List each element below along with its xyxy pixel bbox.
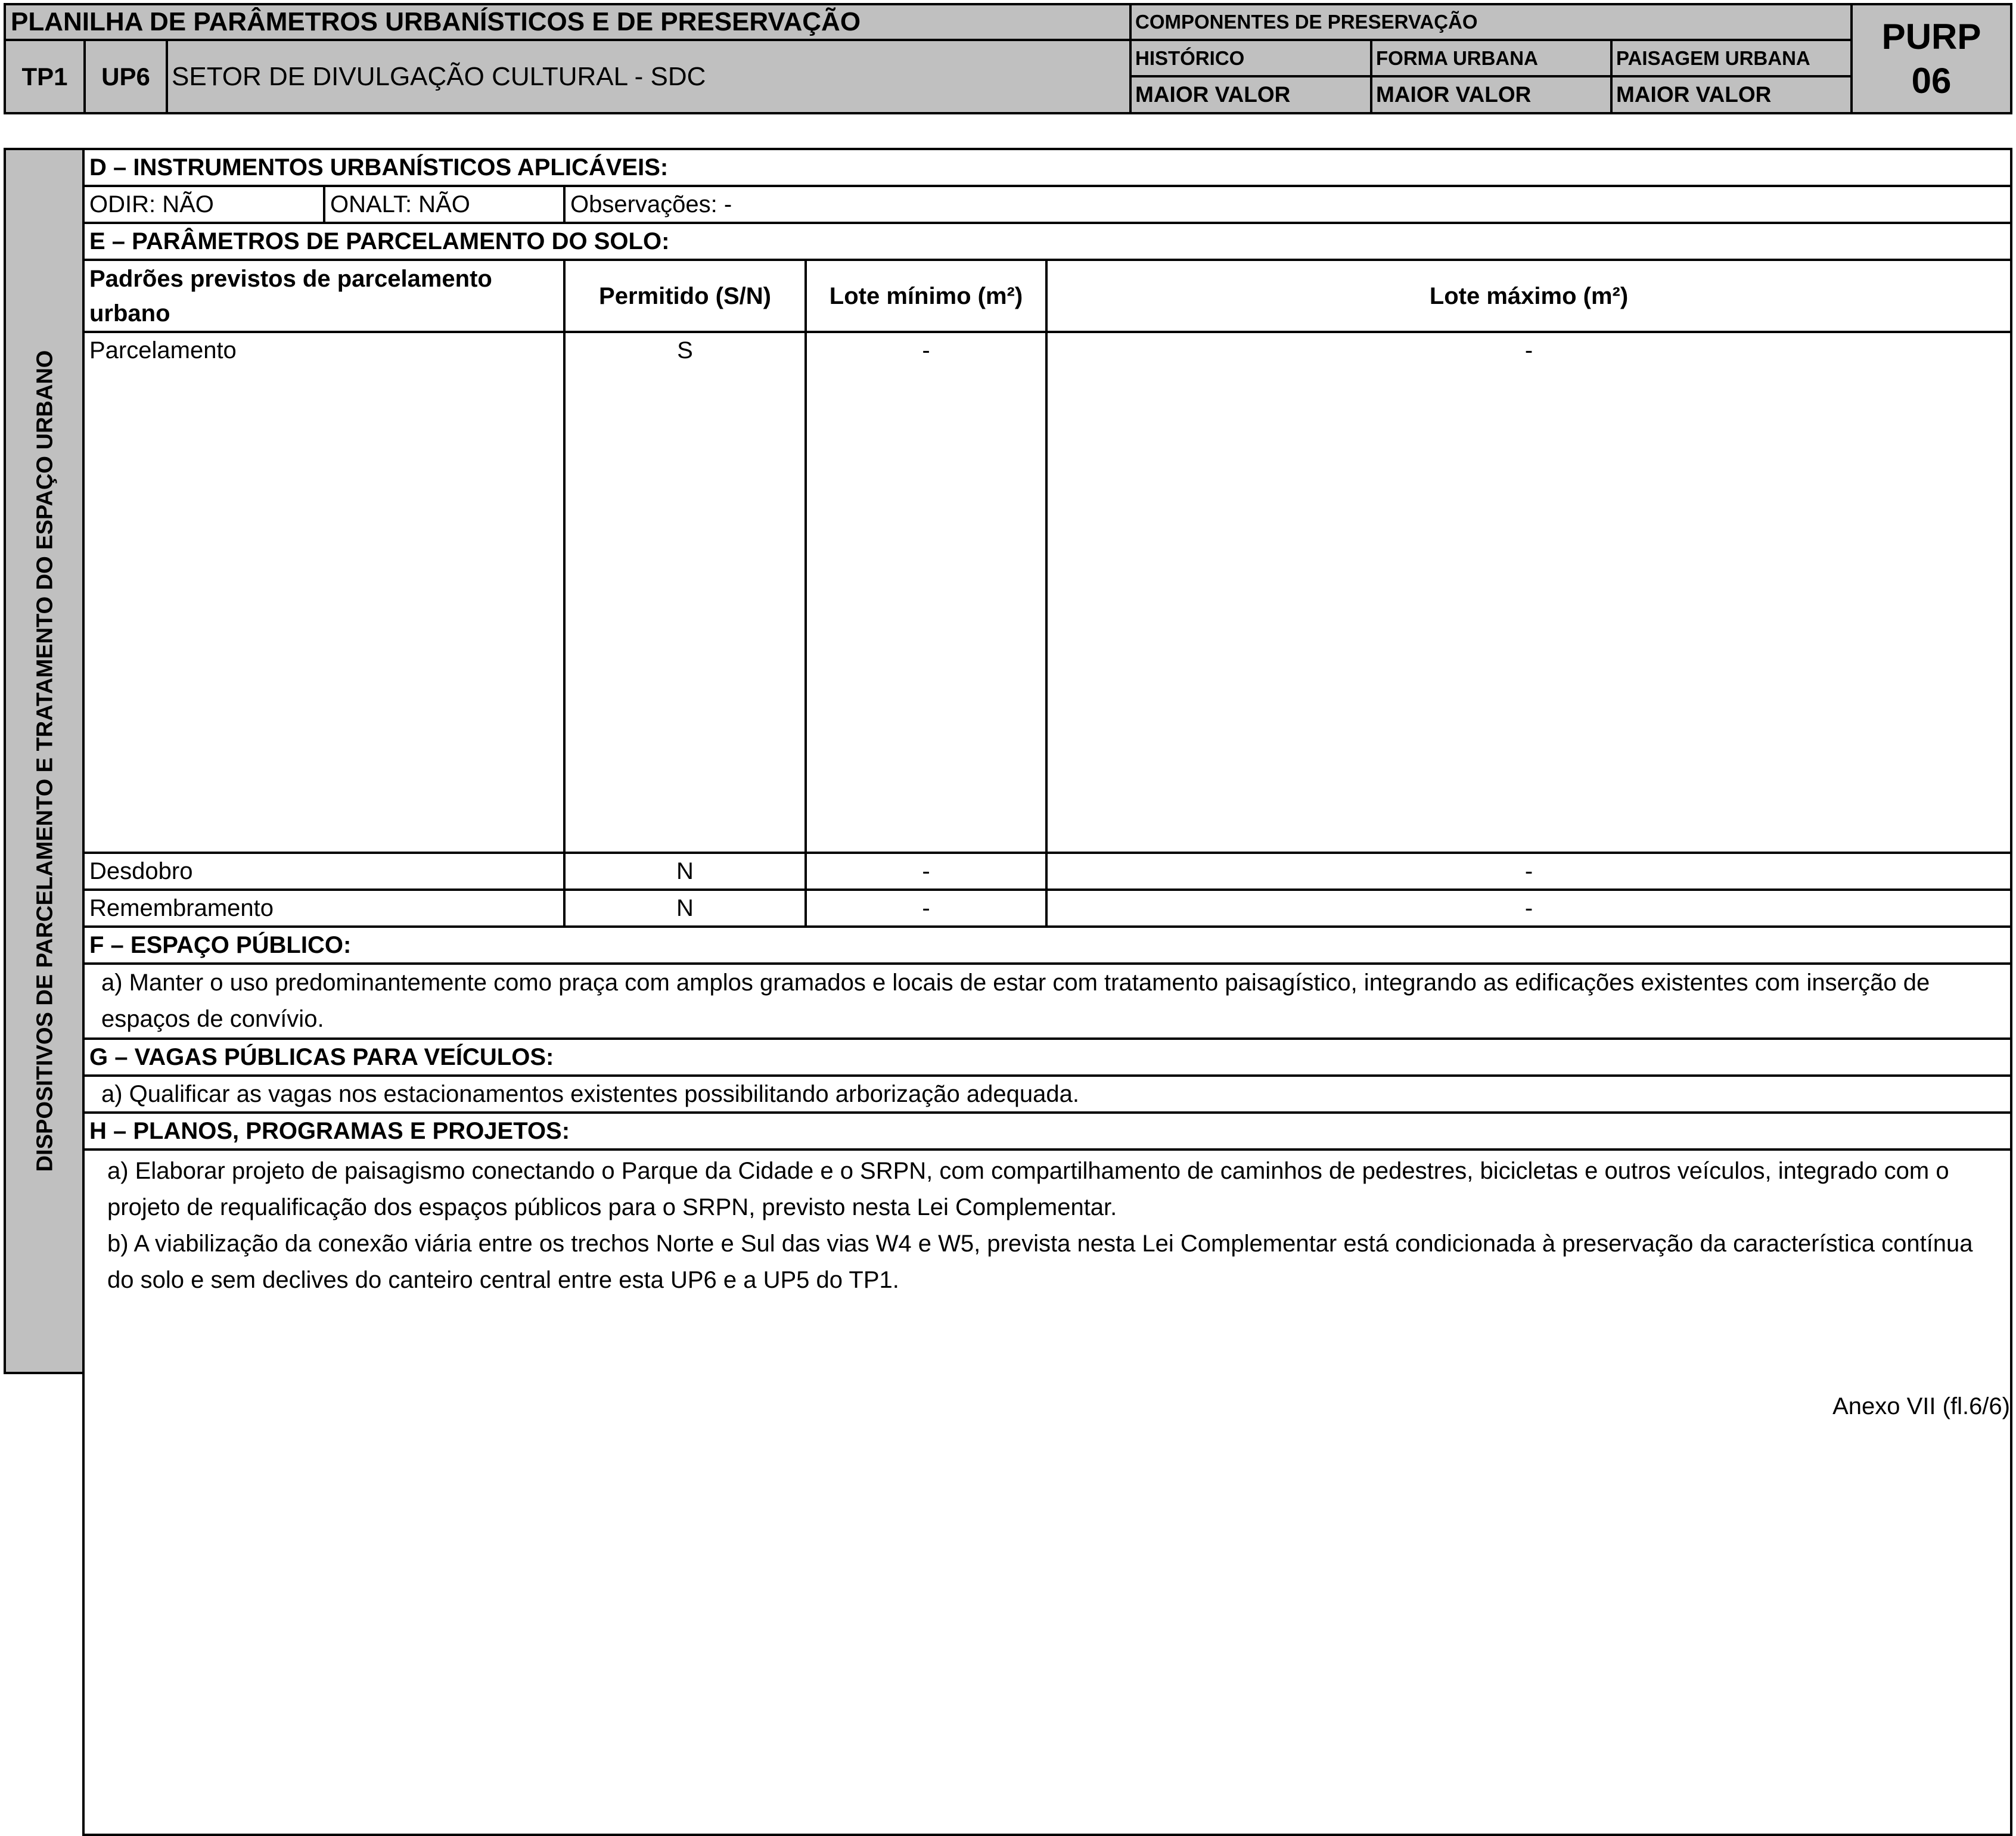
row-min-lot: - [806, 890, 1046, 927]
section-h-item-b: b) A viabilização da conexão viária entre os trechos Norte e Sul das vias W4 e W5, prevista nesta Lei Complementar está condicionada à preservação da característica contínua do solo e sem declives do canteiro central entre esta UP6 e a UP5 do TP1. [107, 1231, 1973, 1293]
section-d-title: D – INSTRUMENTOS URBANÍSTICOS APLICÁVEIS: [83, 149, 2011, 186]
tp-code: TP1 [5, 40, 85, 113]
row-type: Parcelamento [83, 332, 564, 853]
column-header-type: Padrões previstos de parcelamento urbano [83, 260, 564, 332]
section-f-title: F – ESPAÇO PÚBLICO: [83, 927, 2011, 964]
row-allowed: N [564, 890, 806, 927]
main-table [82, 148, 2012, 1836]
purp-code [1852, 4, 2011, 113]
table-row [83, 890, 2011, 927]
row-min-lot: - [806, 853, 1046, 890]
page-footer: Anexo VII (fl.6/6) [1832, 1393, 2010, 1419]
section-h-content [83, 1150, 2011, 1835]
row-type: Desdobro [83, 853, 564, 890]
purp-label: PURP [1881, 16, 1981, 57]
row-max-lot: - [1046, 332, 2011, 853]
side-label: DISPOSITIVOS DE PARCELAMENTO E TRATAMENTO DO ESPAÇO URBANO [32, 350, 58, 1172]
component-label-historico: HISTÓRICO [1130, 40, 1371, 76]
row-min-lot: - [806, 332, 1046, 853]
table-row [83, 332, 2011, 853]
column-header-allowed: Permitido (S/N) [564, 260, 806, 332]
header-table [4, 3, 2012, 114]
section-h-item-a: a) Elaborar projeto de paisagismo conectando o Parque da Cidade e o SRPN, com compartilhamento de caminhos de pedestres, bicicletas e outros veículos, integrado com o projeto de requalificação dos espaços públicos para o SRPN, previsto nesta Lei Complementar. [107, 1158, 1949, 1220]
component-value-paisagem-urbana: MAIOR VALOR [1611, 76, 1852, 113]
table-row [83, 853, 2011, 890]
component-value-historico: MAIOR VALOR [1130, 76, 1371, 113]
section-f-item: a) Manter o uso predominantemente como praça com amplos gramados e locais de estar com tratamento paisagístico, integrando as edificações existentes com inserção de espaços de convívio. [101, 970, 1930, 1032]
onalt-value: ONALT: NÃO [324, 186, 564, 223]
odir-value: ODIR: NÃO [83, 186, 324, 223]
preservation-components-title: COMPONENTES DE PRESERVAÇÃO [1130, 4, 1852, 40]
component-value-forma-urbana: MAIOR VALOR [1371, 76, 1611, 113]
section-g-item: a) Qualificar as vagas nos estacionamentos existentes possibilitando arborização adequada. [101, 1081, 1079, 1107]
document-title: PLANILHA DE PARÂMETROS URBANÍSTICOS E DE PRESERVAÇÃO [5, 4, 1130, 40]
side-label-column [4, 148, 85, 1374]
instruments-observations: Observações: - [564, 186, 2011, 223]
component-label-paisagem-urbana: PAISAGEM URBANA [1611, 40, 1852, 76]
row-type: Remembramento [83, 890, 564, 927]
parcel-table-header [83, 260, 2011, 332]
section-f-content [83, 964, 2011, 1039]
up-code: UP6 [85, 40, 167, 113]
sector-name: SETOR DE DIVULGAÇÃO CULTURAL - SDC [167, 40, 1130, 113]
section-e-title: E – PARÂMETROS DE PARCELAMENTO DO SOLO: [83, 223, 2011, 260]
purp-number: 06 [1911, 60, 1952, 101]
section-h-title: H – PLANOS, PROGRAMAS E PROJETOS: [83, 1113, 2011, 1150]
row-allowed: S [564, 332, 806, 853]
row-allowed: N [564, 853, 806, 890]
row-max-lot: - [1046, 890, 2011, 927]
component-label-forma-urbana: FORMA URBANA [1371, 40, 1611, 76]
section-g-title: G – VAGAS PÚBLICAS PARA VEÍCULOS: [83, 1039, 2011, 1076]
section-g-content [83, 1076, 2011, 1113]
column-header-min-lot: Lote mínimo (m²) [806, 260, 1046, 332]
column-header-max-lot: Lote máximo (m²) [1046, 260, 2011, 332]
row-max-lot: - [1046, 853, 2011, 890]
